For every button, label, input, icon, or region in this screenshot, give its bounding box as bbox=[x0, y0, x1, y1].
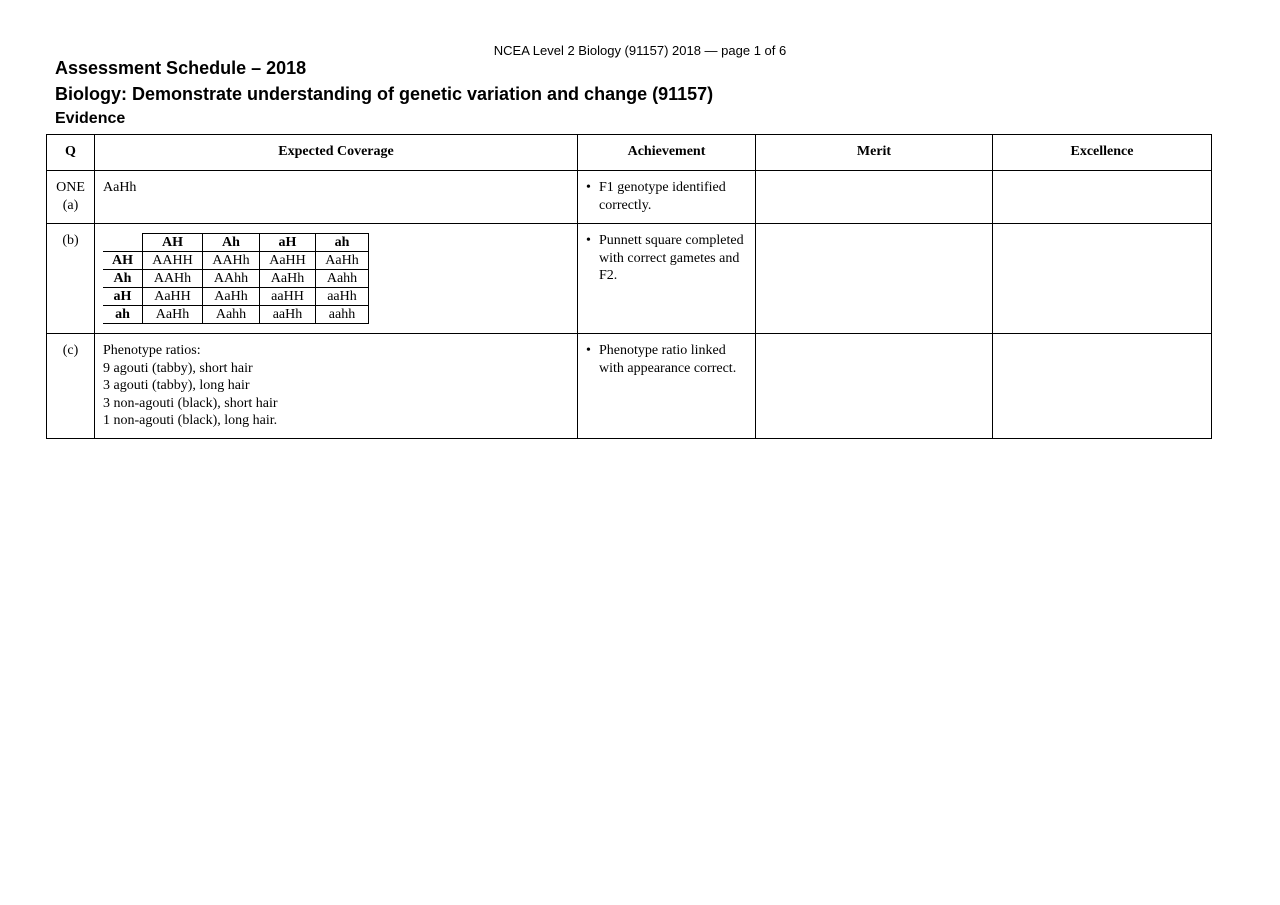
punnett-row-gamete: ah bbox=[103, 306, 143, 324]
header-merit: Merit bbox=[756, 135, 993, 171]
page-header: NCEA Level 2 Biology (91157) 2018 — page 1 of 6 bbox=[493, 43, 787, 58]
coverage-line: 3 non-agouti (black), short hair bbox=[103, 395, 278, 411]
schedule-title: Assessment Schedule – 2018 bbox=[55, 58, 307, 78]
punnett-cell: AaHH bbox=[143, 288, 203, 306]
coverage-cell bbox=[95, 171, 578, 224]
punnett-cell: Aahh bbox=[203, 306, 260, 324]
table-row bbox=[47, 171, 1212, 224]
bullet-icon: • bbox=[586, 343, 591, 358]
punnett-gamete-header: ah bbox=[316, 234, 369, 252]
coverage-cell bbox=[95, 334, 578, 439]
header-excellence: Excellence bbox=[993, 135, 1212, 171]
question-part: (c) bbox=[62, 343, 79, 358]
excellence-cell bbox=[993, 334, 1212, 439]
header-expected-coverage: Expected Coverage bbox=[95, 135, 578, 171]
question-cell bbox=[47, 224, 95, 334]
coverage-line: 9 agouti (tabby), short hair bbox=[103, 360, 253, 376]
question-part: (a) bbox=[62, 198, 79, 213]
achievement-text: F1 genotype identified correctly. bbox=[599, 180, 726, 213]
merit-cell bbox=[756, 334, 993, 439]
punnett-row-gamete: Ah bbox=[103, 270, 143, 288]
subject-title: Biology: Demonstrate understanding of genetic variation and change (91157) bbox=[55, 84, 714, 104]
bullet-icon: • bbox=[586, 233, 591, 248]
bullet-icon: • bbox=[586, 180, 591, 195]
achievement-bullet bbox=[586, 342, 747, 377]
punnett-corner bbox=[103, 234, 143, 252]
coverage-line: 1 non-agouti (black), long hair. bbox=[103, 413, 278, 428]
punnett-row bbox=[103, 252, 369, 270]
punnett-cell: aahh bbox=[316, 306, 369, 324]
punnett-cell: AaHh bbox=[316, 252, 369, 270]
coverage-cell bbox=[95, 224, 578, 334]
punnett-cell: aaHh bbox=[316, 288, 369, 306]
punnett-row bbox=[103, 270, 369, 288]
punnett-cell: AAHh bbox=[203, 252, 260, 270]
achievement-bullet bbox=[586, 232, 747, 285]
question-part: (b) bbox=[62, 233, 79, 248]
coverage-heading: Phenotype ratios: bbox=[103, 343, 201, 358]
punnett-cell: aaHh bbox=[260, 306, 316, 324]
table-row bbox=[47, 334, 1212, 439]
question-cell bbox=[47, 334, 95, 439]
assessment-schedule-table bbox=[46, 134, 1212, 439]
header-q: Q bbox=[47, 135, 95, 171]
achievement-cell bbox=[578, 334, 756, 439]
punnett-gamete-header: AH bbox=[143, 234, 203, 252]
coverage-text: AaHh bbox=[103, 180, 137, 195]
punnett-row-gamete: AH bbox=[103, 252, 143, 270]
question-cell bbox=[47, 171, 95, 224]
section-title: Evidence bbox=[55, 110, 126, 127]
table-header-row bbox=[47, 135, 1212, 171]
punnett-cell: AaHh bbox=[203, 288, 260, 306]
coverage-line: 3 agouti (tabby), long hair bbox=[103, 378, 250, 393]
excellence-cell bbox=[993, 224, 1212, 334]
merit-cell bbox=[756, 224, 993, 334]
achievement-text: Punnett square completed with correct gametes and F2. bbox=[599, 233, 744, 283]
punnett-cell: AaHh bbox=[143, 306, 203, 324]
table-row bbox=[47, 224, 1212, 334]
achievement-cell bbox=[578, 224, 756, 334]
punnett-cell: AaHh bbox=[260, 270, 316, 288]
punnett-header-row bbox=[103, 234, 369, 252]
punnett-cell: AAHH bbox=[143, 252, 203, 270]
punnett-cell: AAHh bbox=[143, 270, 203, 288]
punnett-cell: Aahh bbox=[316, 270, 369, 288]
excellence-cell bbox=[993, 171, 1212, 224]
punnett-row bbox=[103, 288, 369, 306]
punnett-cell: AAhh bbox=[203, 270, 260, 288]
punnett-cell: AaHH bbox=[260, 252, 316, 270]
header-achievement: Achievement bbox=[578, 135, 756, 171]
punnett-row bbox=[103, 306, 369, 324]
achievement-bullet bbox=[586, 179, 747, 214]
question-number: ONE bbox=[56, 180, 85, 195]
achievement-cell bbox=[578, 171, 756, 224]
punnett-gamete-header: aH bbox=[260, 234, 316, 252]
merit-cell bbox=[756, 171, 993, 224]
punnett-square bbox=[103, 233, 369, 324]
punnett-cell: aaHH bbox=[260, 288, 316, 306]
achievement-text: Phenotype ratio linked with appearance correct. bbox=[599, 343, 737, 376]
punnett-gamete-header: Ah bbox=[203, 234, 260, 252]
punnett-row-gamete: aH bbox=[103, 288, 143, 306]
